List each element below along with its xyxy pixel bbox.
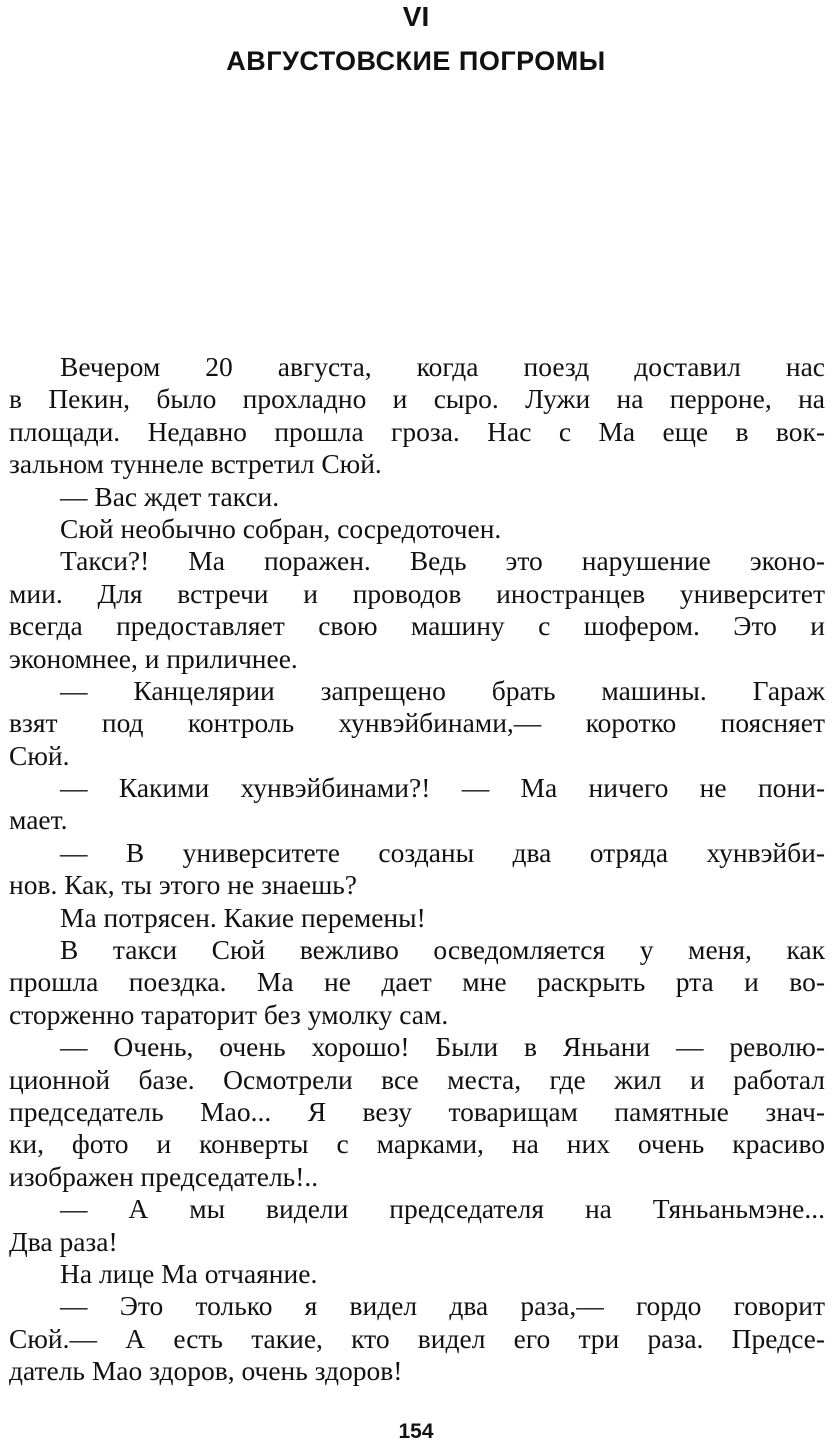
- text-line: председатель Мао... Я везу товарищам памятные знач-: [9, 1095, 825, 1127]
- text-line: — Канцелярии запрещено брать машины. Гараж: [60, 674, 825, 706]
- text-line: На лице Ма отчаяние.: [60, 1257, 318, 1289]
- text-line: ционной базе. Осмотрели все места, где жил и работал: [9, 1063, 825, 1095]
- chapter-title: АВГУСТОВСКИЕ ПОГРОМЫ: [226, 46, 606, 76]
- text-line: Сюй необычно собран, сосредоточен.: [60, 512, 502, 544]
- text-line: мает.: [9, 804, 68, 836]
- text-line: Сюй.— А есть такие, кто видел его три раза. Предсе-: [9, 1322, 825, 1354]
- text-line: зальном туннеле встретил Сюй.: [9, 448, 382, 480]
- text-line: В такси Сюй вежливо осведомляется у меня, как: [60, 934, 825, 966]
- text-line: Такси?! Ма поражен. Ведь это нарушение эконо-: [60, 545, 825, 577]
- text-line: ки, фото и конверты с марками, на них очень красиво: [9, 1128, 825, 1160]
- page-number: 154: [398, 1420, 434, 1443]
- text-line: изображен председатель!..: [9, 1160, 319, 1192]
- text-line: всегда предоставляет свою машину с шофером. Это и: [9, 610, 825, 642]
- text-line: нов. Как, ты этого не знаешь?: [9, 869, 358, 901]
- text-line: экономнее, и приличнее.: [9, 642, 298, 674]
- text-line: прошла поездка. Ма не дает мне раскрыть рта и во-: [9, 966, 825, 998]
- text-line: Два раза!: [9, 1225, 118, 1257]
- text-line: в Пекин, было прохладно и сыро. Лужи на перроне, на: [9, 383, 825, 415]
- text-line: мии. Для встречи и проводов иностранцев университет: [9, 577, 825, 609]
- text-line: Сюй.: [9, 739, 70, 771]
- text-line: — Какими хунвэйбинами?! — Ма ничего не пони-: [60, 772, 825, 804]
- text-line: взят под контроль хунвэйбинами,— коротко поясняет: [9, 707, 825, 739]
- text-line: — Вас ждет такси.: [60, 480, 280, 512]
- text-line: — В университете созданы два отряда хунвэйби-: [60, 836, 825, 868]
- chapter-number: VI: [402, 1, 430, 32]
- text-line: площади. Недавно прошла гроза. Нас с Ма еще в вок-: [9, 415, 825, 447]
- text-line: датель Мао здоров, очень здоров!: [9, 1355, 403, 1387]
- text-line: Ма потрясен. Какие перемены!: [60, 901, 426, 933]
- text-line: Вечером 20 августа, когда поезд доставил нас: [60, 351, 825, 382]
- text-line: — А мы видели председателя на Тяньаньмэне...: [60, 1193, 825, 1225]
- text-line: — Очень, очень хорошо! Были в Яньани — револю-: [60, 1031, 825, 1063]
- text-body: [9, 351, 825, 1388]
- text-line: сторженно тараторит без умолку сам.: [9, 998, 449, 1030]
- text-line: — Это только я видел два раза,— гордо говорит: [60, 1290, 825, 1322]
